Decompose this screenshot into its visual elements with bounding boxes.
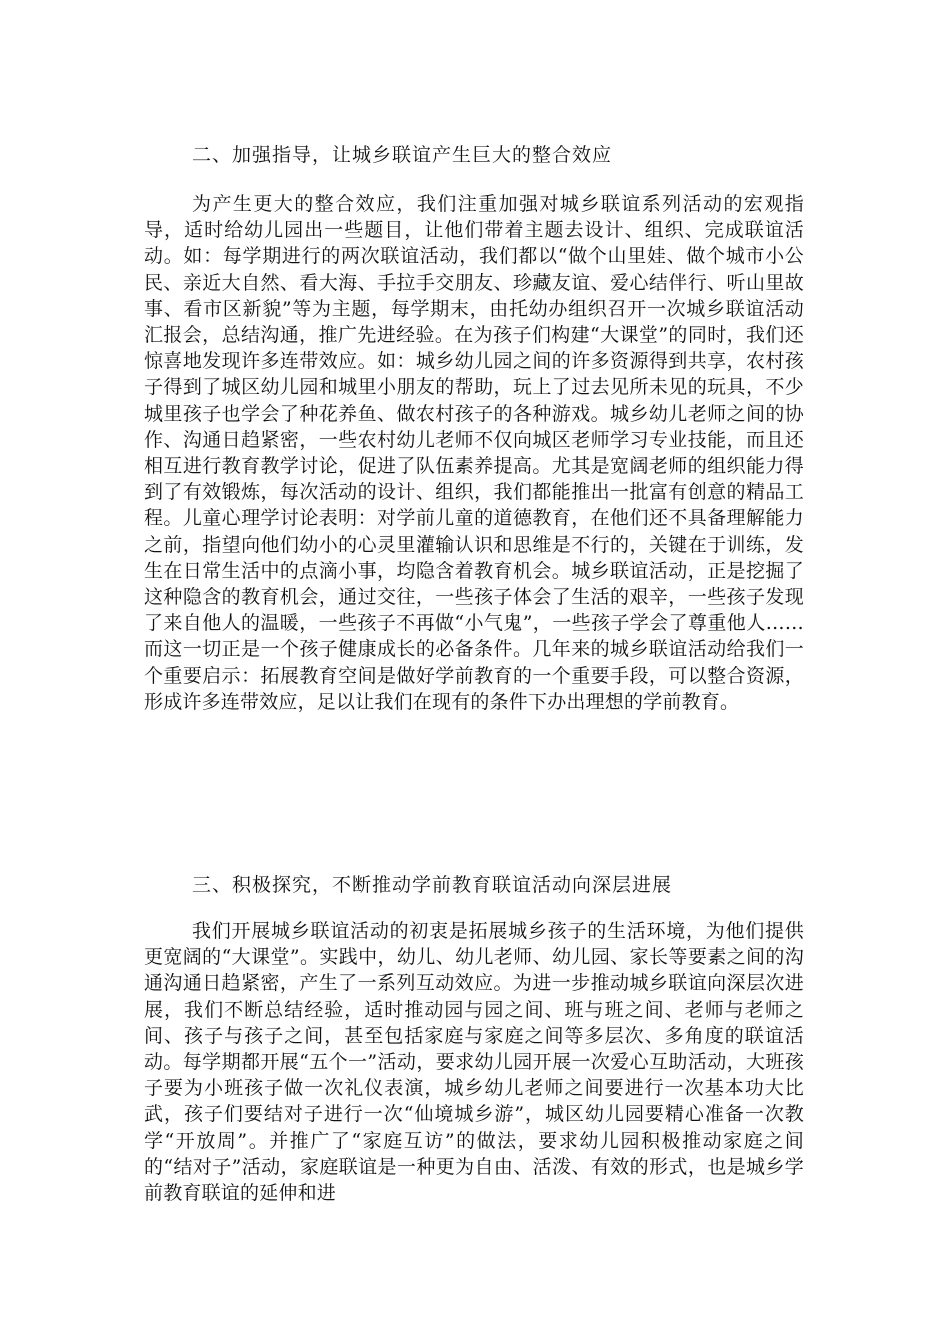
section-heading-3: 三、积极探究，不断推动学前教育联谊活动向深层进展	[192, 874, 673, 896]
section-paragraph-3: 我们开展城乡联谊活动的初衷是拓展城乡孩子的生活环境，为他们提供更宽阔的“大课堂”。实践中，幼儿、幼儿老师、幼儿园、家长等要素之间的沟通沟通日趋紧密，产生了一系列互动效应。为进一步推动城乡联谊向深层次进展，我们不断总结经验，适时推动园与园之间、班与班之间、老师与老师之间、孩子与孩子之间，甚至包括家庭与家庭之间等多层次、多角度的联谊活动。每学期都开展“五个一”活动，要求幼儿园开展一次爱心互助活动，大班孩子要为小班孩子做一次礼仪表演，城乡幼儿老师之间要进行一次基本功大比武，孩子们要结对子进行一次“仙境城乡游”，城区幼儿园要精心准备一次教学“开放周”。并推广了“家庭互访”的做法，要求幼儿园积极推动家庭之间的“结对子”活动，家庭联谊是一种更为自由、活泼、有效的形式，也是城乡学前教育联谊的延伸和进	[144, 920, 804, 1205]
document-page	[144, 140, 804, 1205]
section-heading-2: 二、加强指导，让城乡联谊产生巨大的整合效应	[192, 144, 613, 166]
section-paragraph-2: 为产生更大的整合效应，我们注重加强对城乡联谊系列活动的宏观指导，适时给幼儿园出一些题目，让他们带着主题去设计、组织、完成联谊活动。如：每学期进行的两次联谊活动，我们都以“做个山里娃、做个城市小公民、亲近大自然、看大海、手拉手交朋友、珍藏友谊、爱心结伴行、听山里故事、看市区新貌”等为主题，每学期末，由托幼办组织召开一次城乡联谊活动汇报会，总结沟通，推广先进经验。在为孩子们构建“大课堂”的同时，我们还惊喜地发现许多连带效应。如：城乡幼儿园之间的许多资源得到共享，农村孩子得到了城区幼儿园和城里小朋友的帮助，玩上了过去见所未见的玩具，不少城里孩子也学会了种花养鱼、做农村孩子的各种游戏。城乡幼儿老师之间的协作、沟通日趋紧密，一些农村幼儿老师不仅向城区老师学习专业技能，而且还相互进行教育教学讨论，促进了队伍素养提高。尤其是宽阔老师的组织能力得到了有效锻炼，每次活动的设计、组织，我们都能推出一批富有创意的精品工程。儿童心理学讨论表明：对学前儿童的道德教育，在他们还不具备理解能力之前，指望向他们幼小的心灵里灌输认识和思维是不行的，关键在于训练，发生在日常生活中的点滴小事，均隐含着教育机会。城乡联谊活动，正是挖掘了这种隐含的教育机会，通过交往，一些孩子体会了生活的艰辛，一些孩子发现了来自他人的温暖，一些孩子不再做“小气鬼”，一些孩子学会了尊重他人……而这一切正是一个孩子健康成长的必备条件。几年来的城乡联谊活动给我们一个重要启示：拓展教育空间是做好学前教育的一个重要手段，可以整合资源，形成许多连带效应，足以让我们在现有的条件下办出理想的学前教育。	[144, 193, 804, 713]
